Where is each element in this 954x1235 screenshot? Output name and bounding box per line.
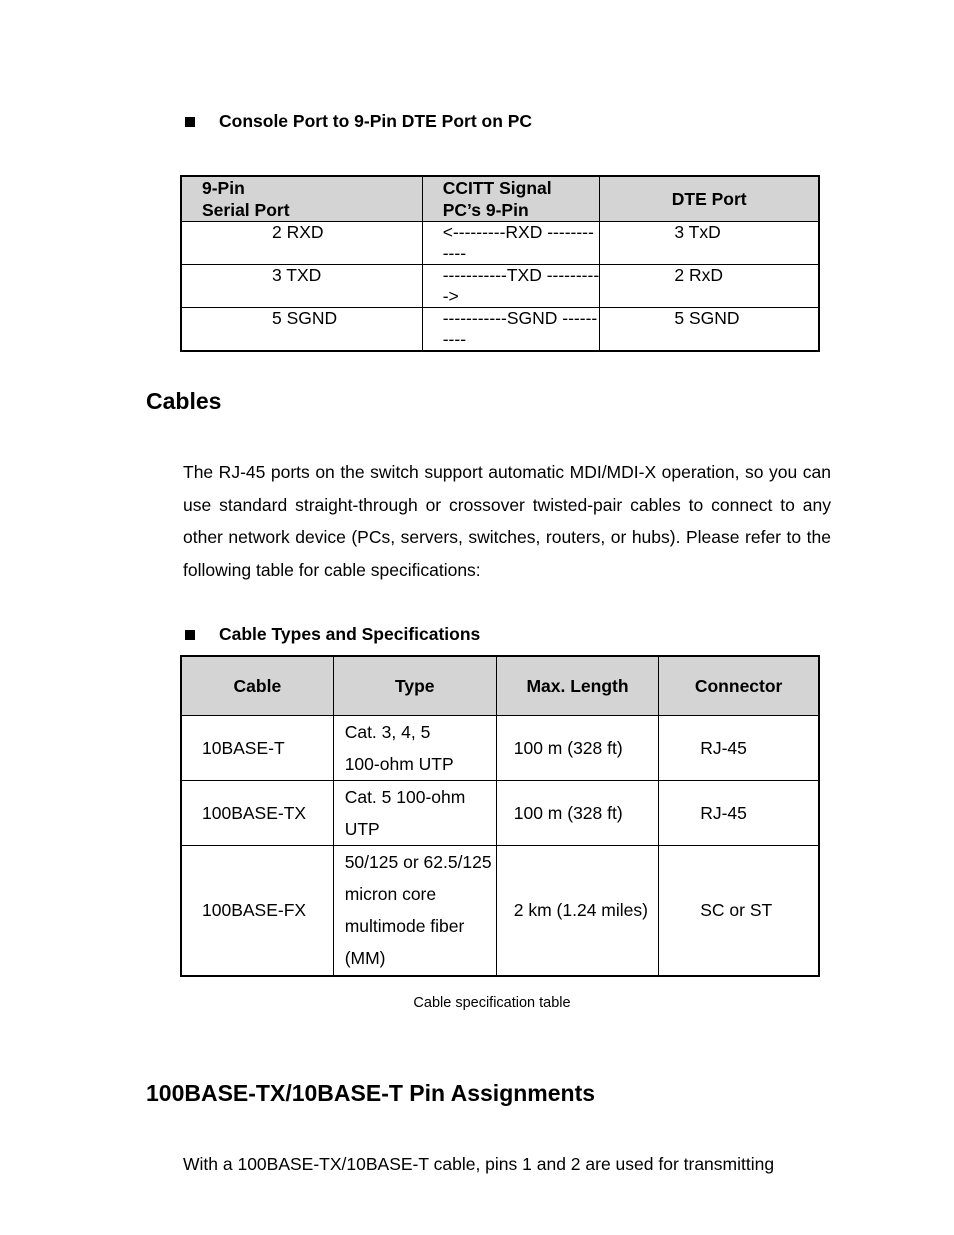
header-serial-port: 9-Pin Serial Port: [181, 176, 422, 222]
pins-paragraph: With a 100BASE-TX/10BASE-T cable, pins 1 and 2 are used for transmitting: [183, 1154, 775, 1174]
bullet-heading-cable-types: [185, 624, 480, 645]
cell-cable: 100BASE-FX: [181, 846, 333, 976]
section-title-pin-assignments: 100BASE-TX/10BASE-T Pin Assignments: [146, 1080, 596, 1106]
cell-serial: 3 TXD: [181, 265, 422, 308]
cell-cable: 10BASE-T: [181, 716, 333, 781]
cell-type: 50/125 or 62.5/125 micron core multimode fiber (MM): [333, 846, 496, 976]
cell-length: 100 m (328 ft): [496, 716, 658, 781]
bullet-heading-console-port: [185, 111, 532, 132]
cell-signal: -----------SGND ----------: [422, 308, 600, 352]
table-row: [181, 308, 819, 352]
cell-serial: 2 RXD: [181, 222, 422, 265]
header-cable: Cable: [181, 656, 333, 716]
console-pin-table: [180, 175, 820, 352]
table-header-row: [181, 656, 819, 716]
heading-text: Cable Types and Specifications: [219, 624, 481, 644]
cell-cable: 100BASE-TX: [181, 781, 333, 846]
table-header-row: [181, 176, 819, 222]
cell-connector: SC or ST: [659, 846, 819, 976]
table-caption: Cable specification table: [413, 995, 571, 1011]
section-title-cables: Cables: [146, 388, 222, 414]
cell-length: 100 m (328 ft): [496, 781, 658, 846]
cell-type: Cat. 5 100-ohm UTP: [333, 781, 496, 846]
square-bullet-icon: [185, 630, 195, 640]
cell-signal: <---------RXD ------------: [422, 222, 600, 265]
header-dte-port: DTE Port: [600, 176, 819, 222]
square-bullet-icon: [185, 117, 195, 127]
heading-text: Console Port to 9-Pin DTE Port on PC: [219, 111, 533, 131]
cell-signal: -----------TXD ---------->: [422, 265, 600, 308]
cables-paragraph: The RJ-45 ports on the switch support automatic MDI/MDI-X operation, so you can use standard straight-through or crossover twisted-pair cables to connect to any other network device (PCs, servers, switches, routers, or hubs). Please refer to the following table for cable specifications:: [183, 462, 831, 580]
cell-connector: RJ-45: [659, 716, 819, 781]
header-type: Type: [333, 656, 496, 716]
header-ccitt-signal: CCITT Signal PC’s 9-Pin: [422, 176, 600, 222]
cell-type: Cat. 3, 4, 5 100-ohm UTP: [333, 716, 496, 781]
cable-spec-table: [180, 655, 820, 977]
header-connector: Connector: [659, 656, 819, 716]
table-row: [181, 716, 819, 781]
table-row: [181, 265, 819, 308]
cell-dte: 5 SGND: [600, 308, 819, 352]
table-row: [181, 781, 819, 846]
table-row: [181, 846, 819, 976]
cell-length: 2 km (1.24 miles): [496, 846, 658, 976]
header-max-length: Max. Length: [496, 656, 658, 716]
cell-serial: 5 SGND: [181, 308, 422, 352]
cell-dte: 2 RxD: [600, 265, 819, 308]
cell-dte: 3 TxD: [600, 222, 819, 265]
cell-connector: RJ-45: [659, 781, 819, 846]
table-row: [181, 222, 819, 265]
